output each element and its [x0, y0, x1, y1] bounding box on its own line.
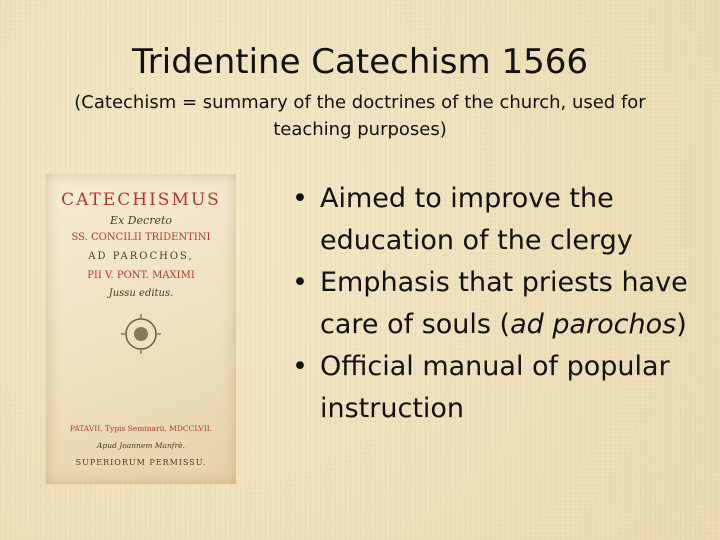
book-line-ad-parochos: AD PAROCHOS, [88, 251, 194, 262]
book-line-jussu-editus: Jussu editus. [108, 288, 174, 299]
printer-ornament-icon [119, 312, 163, 356]
book-line-apud: Apud Joannem Manfrè. [97, 441, 185, 450]
slide-title: Tridentine Catechism 1566 [132, 42, 588, 82]
bullet-text: Emphasis that priests have care of souls ( [320, 267, 688, 340]
bullet-item [292, 346, 702, 430]
bullet-item [292, 262, 702, 346]
bullet-text: Official manual of popular instruction [320, 351, 670, 424]
book-line-patavii: PATAVII, Typis Seminarii. MDCCLVII. [69, 424, 213, 433]
bullet-dot-icon: • [292, 267, 308, 298]
bullet-dot-icon: • [292, 183, 308, 214]
bullet-text: Aimed to improve the education of the clergy [320, 183, 633, 256]
book-line-superiorum: SUPERIORUM PERMISSU. [75, 458, 207, 467]
book-line-concilii: SS. CONCILII TRIDENTINI [71, 232, 211, 243]
book-line-ex-decreto: Ex Decreto [109, 214, 173, 227]
bullet-dot-icon: • [292, 351, 308, 382]
bullet-list [292, 178, 702, 430]
slide-subtitle: (Catechism = summary of the doctrines of the church, used for teaching purposes) [74, 92, 646, 140]
bullet-item [292, 178, 702, 262]
bullet-text-italic: ad parochos [510, 309, 677, 340]
book-line-pii-v: PII V. PONT. MAXIMI [87, 270, 195, 281]
catechism-title-page-image [46, 174, 236, 484]
book-line-catechismus: CATECHISMUS [61, 190, 221, 210]
bullet-text-end: ) [676, 309, 687, 340]
